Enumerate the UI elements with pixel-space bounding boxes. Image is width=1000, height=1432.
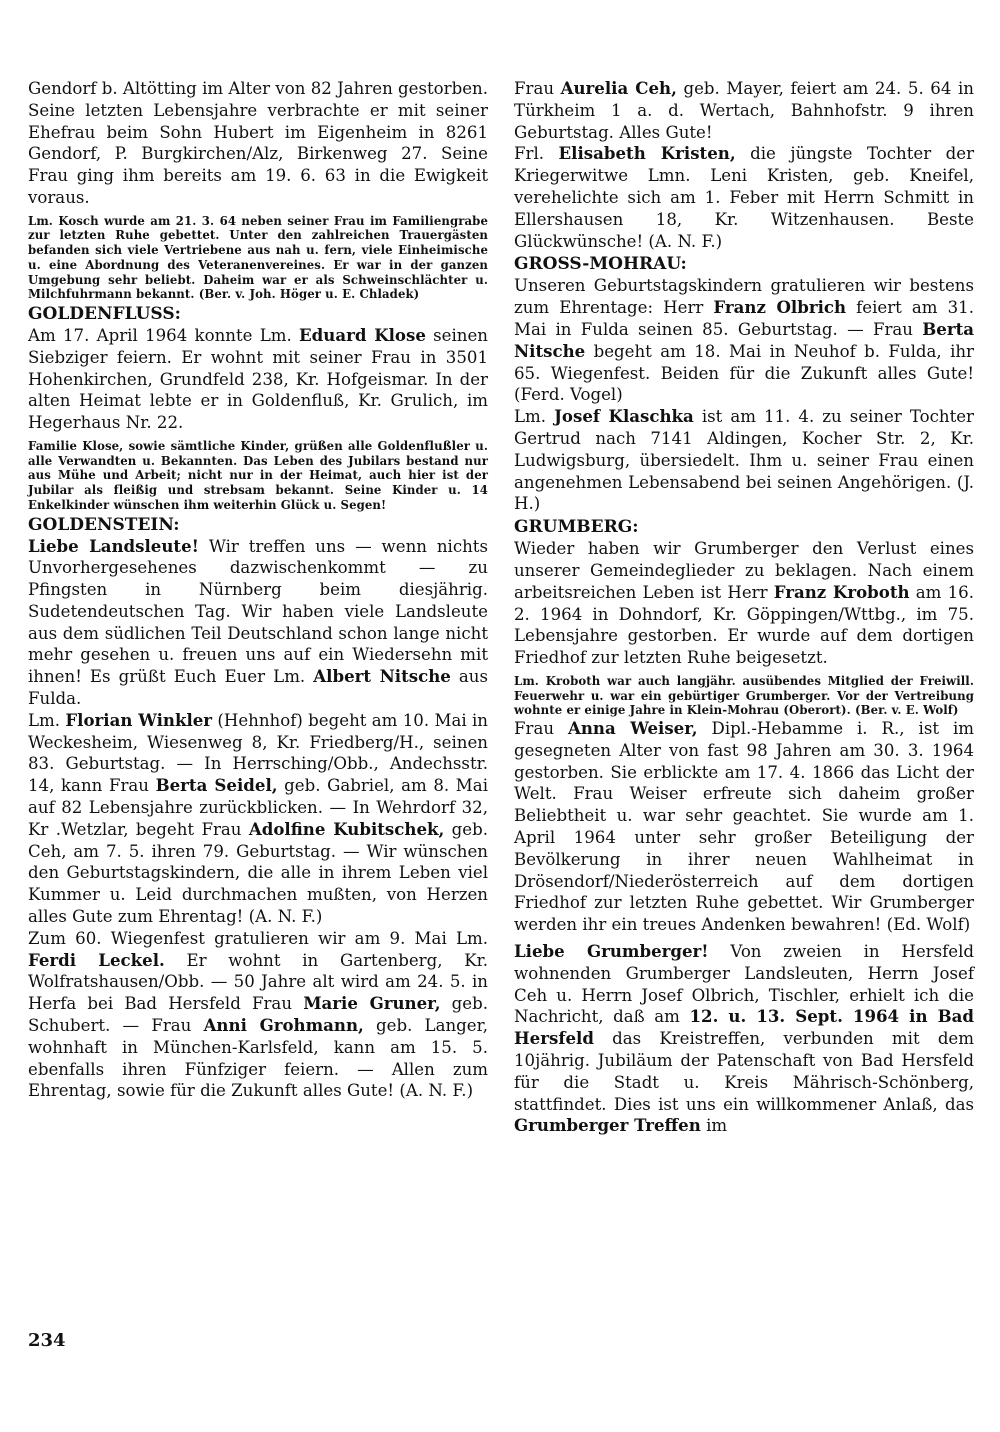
bold-name: Ferdi Leckel. <box>28 949 165 970</box>
text-run: ist am 11. 4. zu seiner Tochter Gertrud nach 7141 Aldingen, Kocher Str. 2, Kr. Ludwigsburg, übersiedelt. Ihm u. seiner Frau einen angenehmen Lebensabend bei seinen Angehörigen. (J. H.) <box>514 407 974 514</box>
text-run: Lm. <box>514 407 555 427</box>
article-paragraph <box>514 143 974 252</box>
text-run: Lm. Kosch wurde am 21. 3. 64 neben seiner Frau im Familiengrabe zur letzten Ruhe gebettet. Unter den zahlreichen Trauergästen befanden sich viele Vertriebene aus nah u. fern, viele Einheimische u. eine Abordnung des Veteranenvereines. Er war in der ganzen Umgebung sehr beliebt. Daheim war er als Schweinschlächter u. Milchfuhrmann bekannt. (Ber. v. Joh. Höger u. E. Chladek) <box>28 213 488 302</box>
text-run: Er wohnt in Gartenberg, Kr. Wolfratshausen/Obb. — 50 Jahre alt wird am 24. 5. in Herfa bei Bad Hersfeld Frau <box>28 950 488 1014</box>
text-run: die jüngste Tochter der Kriegerwitwe Lmn. Leni Kristen, geb. Kneifel, verehelichte sich am 1. Feber mit Herrn Schmitt in Ellershausen 18, Kr. Witzenhausen. Beste Glückwünsche! (A. N. F.) <box>514 144 974 251</box>
bold-name: Liebe Grumberger! <box>514 941 709 961</box>
text-run: GROSS-MOHRAU: <box>514 254 687 275</box>
article-paragraph <box>28 536 488 710</box>
text-run: GOLDENFLUSS: <box>28 304 181 324</box>
section-heading <box>28 514 488 536</box>
text-run: im <box>700 1116 728 1136</box>
text-run: Unseren Geburtstagskindern gratulieren wir bestens zum Ehrentage: Herr <box>514 276 974 318</box>
bold-name: Adolfine Kubitschek, <box>248 818 445 839</box>
text-run: Lm. Kroboth war auch langjähr. ausübendes Mitglied der Freiwill. Feuerwehr u. war ein gebürtiger Grumberger. Vor der Vertreibung wohnte er einige Jahre in Klein-Mohrau (Oberort). (Ber. v. E. Wolf) <box>514 673 974 718</box>
bold-name: Liebe Landsleute! <box>28 535 199 556</box>
text-run: Familie Klose, sowie sämtliche Kinder, grüßen alle Goldenflußler u. alle Verwandten u. Bekannten. Das Leben des Jubilars bestand nur aus Mühe und Arbeit; nicht nur in der Heimat, auch hier ist der Jubilar als fleißig und strebsam bekannt. Seine Kinder u. 14 Enkelkinder wünschen ihm weiterhin Glück u. Segen! <box>28 438 488 512</box>
bold-name: Florian Winkler <box>65 709 213 730</box>
bold-name: Aurelia Ceh, <box>560 78 677 98</box>
bold-name: Berta Nitsche <box>514 318 974 361</box>
bold-name: Franz Olbrich <box>713 297 847 318</box>
text-run: geb. Mayer, feiert am 24. 5. 64 in Türkheim 1 a. d. Wertach, Bahnhofstr. 9 ihren Geburtstag. Alles Gute! <box>514 79 974 142</box>
bold-name: Marie Gruner, <box>303 993 441 1014</box>
text-run: GOLDENSTEIN: <box>28 514 180 535</box>
text-run: Frl. <box>514 144 559 164</box>
right-column <box>514 78 974 1137</box>
bold-name: Elisabeth Kristen, <box>558 143 736 164</box>
bold-name: Albert Nitsche <box>313 666 451 687</box>
text-run: Zum 60. Wiegenfest gratulieren wir am 9. Mai Lm. <box>28 928 488 948</box>
section-heading <box>514 516 974 538</box>
note-paragraph <box>28 439 488 513</box>
text-run: Frau <box>514 719 568 739</box>
text-run: Frau <box>514 79 561 98</box>
text-run: Lm. <box>28 710 66 730</box>
section-heading <box>28 303 488 325</box>
text-run: Gendorf b. Altötting im Alter von 82 Jahren gestorben. Seine letzten Lebensjahre verbrachte er mit seiner Ehefrau beim Sohn Hubert im Eigenheim in 8261 Gendorf, P. Burgkirchen/Alz, Birkenweg 27. Seine Frau ging ihm bereits am 19. 6. 63 in die Ewigkeit voraus. <box>28 79 488 207</box>
bold-name: Josef Klaschka <box>554 406 694 427</box>
text-run: am 16. 2. 1964 in Dohndorf, Kr. Göppingen/Wttbg., im 75. Lebensjahre gestorben. Er wurde auf dem dortigen Friedhof zur letzten Ruhe beigesetzt. <box>514 582 974 668</box>
article-paragraph <box>514 406 974 515</box>
text-run: begeht am 18. Mai in Neuhof b. Fulda, ihr 65. Wiegenfest. Beiden für die Zukunft alles Gute! (Ferd. Vogel) <box>514 341 974 405</box>
text-run: geb. Ceh, am 7. 5. ihren 79. Geburtstag. — Wir wünschen den Geburtstagskindern, die alle in ihrem Leben viel Kummer u. Leid durchmachen mußten, von Herzen alles Gute zum Ehrentag! (A. N. F.) <box>28 819 488 927</box>
article-paragraph <box>28 78 488 209</box>
left-column <box>28 78 488 1102</box>
article-paragraph <box>514 78 974 143</box>
article-paragraph <box>514 275 974 406</box>
text-run: Am 17. April 1964 konnte Lm. <box>28 326 300 345</box>
bold-name: Grumberger Treffen <box>514 1115 701 1136</box>
text-run: aus Fulda. <box>28 667 488 709</box>
bold-name: Anni Grohmann, <box>203 1015 364 1036</box>
text-run: seinen Siebziger feiern. Er wohnt mit seiner Frau in 3501 Hohenkirchen, Grundfeld 238, Kr. Hofgeismar. In der alten Heimat lebte er in Goldenfluß, Kr. Grulich, im Hegerhaus Nr. 22. <box>28 326 488 433</box>
page-number: 234 <box>28 1330 66 1351</box>
text-run: geb. Langer, wohnhaft in München-Karlsfeld, kann am 15. 5. ebenfalls ihren Fünfziger feiern. — Allen zum Ehrentag, sowie für die Zukunft alles Gute! (A. N. F.) <box>28 1016 488 1101</box>
text-run: geb. Gabriel, am 8. Mai auf 82 Lebensjahre zurückblicken. — In Wehrdorf 32, Kr .Wetzlar, begeht Frau <box>28 776 488 839</box>
text-run: Von zweien in Hersfeld wohnenden Grumberger Landsleuten, Herrn Josef Ceh u. Herrn Josef Olbrich, Tischler, erhielt ich die Nachricht, daß am <box>514 942 974 1027</box>
bold-name: Berta Seidel, <box>155 775 278 796</box>
text-run: das Kreistreffen, verbunden mit dem 10jährig. Jubiläum der Patenschaft von Bad Hersfeld für die Stadt u. Kreis Mährisch-Schönberg, stattfindet. Dies ist uns ein willkommener Anlaß, das <box>514 1029 974 1114</box>
section-heading <box>514 253 974 275</box>
text-run: Dipl.-Hebamme i. R., ist im gesegneten Alter von fast 98 Jahren am 30. 3. 1964 gestorben. Sie erblickte am 17. 4. 1866 das Licht der Welt. Frau Weiser erfreute sich daheim großer Beliebtheit u. war sehr geachtet. Sie wurde am 1. April 1964 unter sehr großer Beteiligung der Bevölkerung in ihrer neuen Wahlheimat in Drösendorf/Niederösterreich auf dem dortigen Friedhof zur letzten Ruhe gebettet. Wir Grumberger werden ihr ein treues Andenken bewahren! (Ed. Wolf) <box>514 719 974 935</box>
note-paragraph <box>28 214 488 302</box>
note-paragraph <box>514 674 974 718</box>
text-run: (Hehnhof) begeht am 10. Mai in Weckesheim, Wiesenweg 8, Kr. Friedberg/H., seinen 83. Geburtstag. — In Herrsching/Obb., Andechsstr. 14, kann Frau <box>28 710 488 796</box>
article-paragraph <box>514 941 974 1137</box>
article-paragraph <box>28 325 488 434</box>
text-run: Wir treffen uns — wenn nichts Unvorhergesehenes dazwischenkommt — zu Pfingsten in Nürnberg beim diesjährig. Sudetendeutschen Tag. Wir haben viele Landsleute aus dem südlichen Teil Deutschland schon lange nicht mehr gesehen u. freuen uns auf ein Wiedersehn mit ihnen! Es grüßt Euch Euer Lm. <box>28 536 488 687</box>
text-run: GRUMBERG: <box>514 517 639 538</box>
bold-name: 12. u. 13. Sept. 1964 in Bad Hersfeld <box>514 1006 974 1049</box>
bold-name: Franz Kroboth <box>773 581 910 602</box>
article-paragraph <box>28 710 488 928</box>
text-run: Wieder haben wir Grumberger den Verlust eines unserer Gemeindeglieder zu beklagen. Nach einem arbeitsreichen Leben ist Herr <box>514 539 974 602</box>
article-paragraph <box>28 928 488 1102</box>
text-run: geb. Schubert. — Frau <box>28 994 489 1036</box>
text-run: feiert am 31. Mai in Fulda seinen 85. Geburtstag. — Frau <box>514 298 975 339</box>
bold-name: Anna Weiser, <box>567 718 698 739</box>
article-paragraph <box>514 538 974 669</box>
bold-name: Eduard Klose <box>299 325 426 345</box>
article-paragraph <box>514 718 974 936</box>
